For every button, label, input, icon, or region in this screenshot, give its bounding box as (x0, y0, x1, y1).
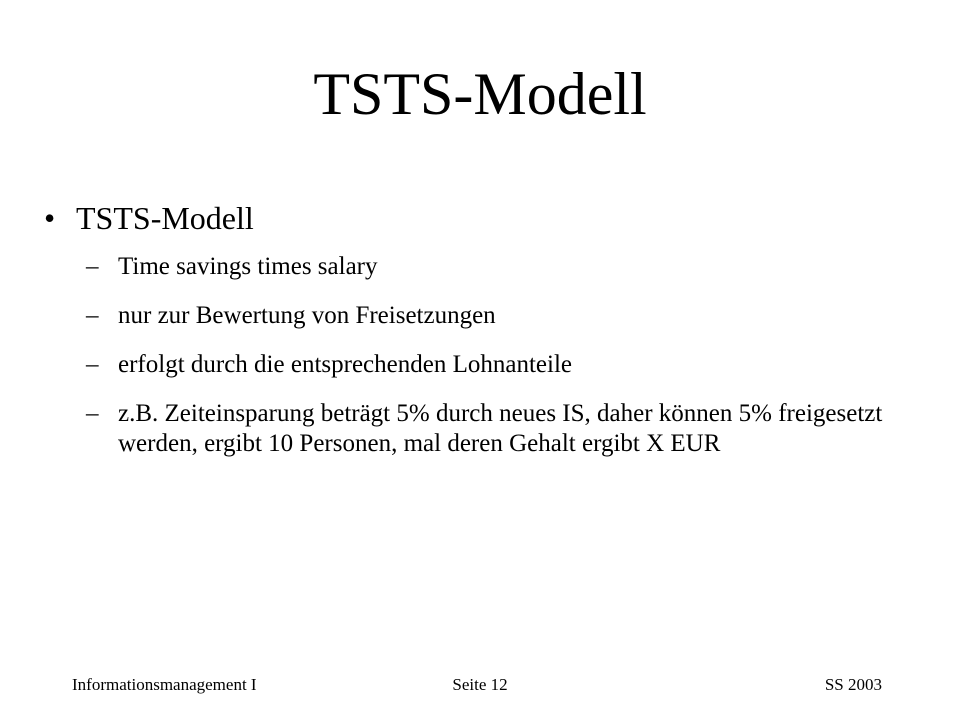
sub-bullet-list (86, 252, 926, 478)
main-bullet-text: TSTS-Modell (76, 200, 254, 236)
footer-page-number: Seite 12 (452, 675, 508, 694)
dash-marker: – (86, 351, 99, 378)
dash-marker: – (86, 253, 99, 280)
dash-marker: – (86, 400, 99, 427)
bullet-marker: • (44, 200, 56, 236)
sub-bullet-text: z.B. Zeiteinsparung beträgt 5% durch neues IS, daher können 5% freigesetzt werden, ergibt 10 Personen, mal deren Gehalt ergibt X EUR (118, 400, 883, 457)
main-bullet (44, 196, 254, 240)
slide-title: TSTS-Modell (313, 61, 647, 127)
sub-bullet-text: Time savings times salary (118, 253, 378, 280)
sub-bullet-text: nur zur Bewertung von Freisetzungen (118, 302, 496, 329)
footer-course: Informationsmanagement I (72, 675, 257, 694)
sub-bullet-text: erfolgt durch die entsprechenden Lohnanteile (118, 351, 572, 378)
dash-marker: – (86, 302, 99, 329)
sub-bullet-item (86, 301, 926, 331)
sub-bullet-item (86, 350, 926, 380)
footer-semester: SS 2003 (824, 675, 882, 694)
sub-bullet-item (86, 252, 926, 282)
sub-bullet-item (86, 399, 926, 459)
